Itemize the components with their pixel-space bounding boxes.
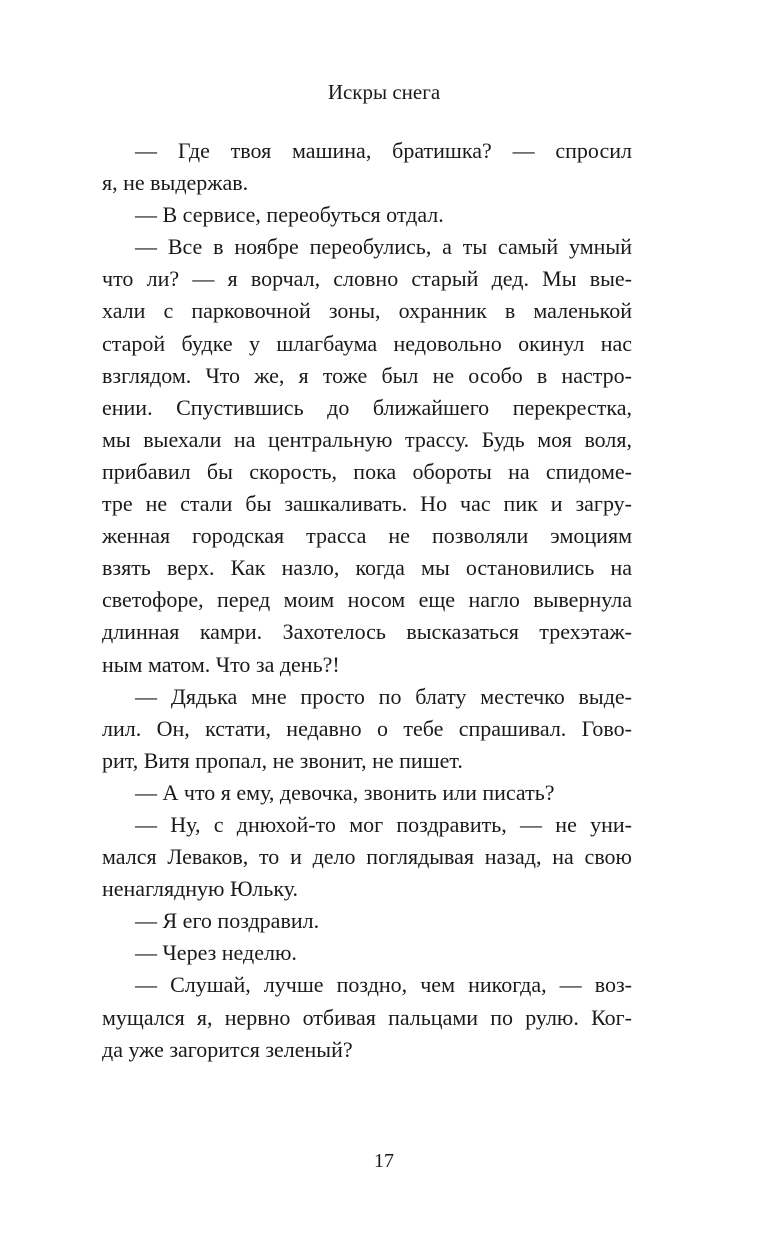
text-line: прибавил бы скорость, пока обороты на спидоме- — [102, 458, 632, 484]
text-line: хали с парковочной зоны, охранник в маленькой — [102, 298, 632, 324]
text-line: — А что я ему, девочка, звонить или писать? — [135, 779, 555, 805]
text-line: взглядом. Что же, я тоже был не особо в настро- — [102, 362, 632, 388]
text-line: я, не выдержав. — [102, 170, 249, 196]
text-line: — Я его поздравил. — [135, 908, 320, 934]
text-line: — В сервисе, переобуться отдал. — [135, 202, 444, 228]
text-line: лил. Он, кстати, недавно о тебе спрашивал. Гово- — [102, 715, 632, 741]
text-line: мущался я, нервно отбивая пальцами по рулю. Ког- — [102, 1004, 632, 1030]
text-line: старой будке у шлагбаума недовольно окинул нас — [102, 330, 632, 356]
text-line: — Через неделю. — [135, 940, 297, 966]
text-line: взять верх. Как назло, когда мы остановились на — [102, 555, 632, 581]
text-line: ении. Спустившись до ближайшего перекрестка, — [102, 394, 632, 420]
text-line: ным матом. Что за день?! — [102, 651, 340, 677]
text-line: — Все в ноябре переобулись, а ты самый умный — [135, 234, 632, 260]
text-line: мался Леваков, то и дело поглядывая назад, на свою — [102, 844, 632, 870]
text-line: — Дядька мне просто по блату местечко выде- — [135, 683, 632, 709]
text-line: женная городская трасса не позволяли эмоциям — [102, 523, 632, 549]
text-line: светофоре, перед моим носом еще нагло вывернула — [102, 587, 632, 613]
text-line: — Слушай, лучше поздно, чем никогда, — воз- — [135, 972, 632, 998]
text-line: мы выехали на центральную трассу. Будь моя воля, — [102, 426, 632, 452]
text-line: ненаглядную Юльку. — [102, 876, 298, 902]
running-title: Искры снега — [327, 80, 441, 104]
text-line: — Где твоя машина, братишка? — спросил — [135, 138, 632, 163]
text-line: рит, Витя пропал, не звонит, не пишет. — [102, 747, 463, 773]
text-line: длинная камри. Захотелось высказаться трехэтаж- — [102, 619, 632, 645]
text-line: что ли? — я ворчал, словно старый дед. Мы вые- — [102, 266, 632, 292]
text-line: — Ну, с днюхой-то мог поздравить, — не уни- — [135, 811, 632, 837]
text-line: да уже загорится зеленый? — [102, 1036, 353, 1062]
page-number: 17 — [374, 1150, 394, 1172]
text-line: тре не стали бы зашкаливать. Но час пик и загру- — [102, 491, 632, 517]
body-text — [102, 135, 632, 1066]
